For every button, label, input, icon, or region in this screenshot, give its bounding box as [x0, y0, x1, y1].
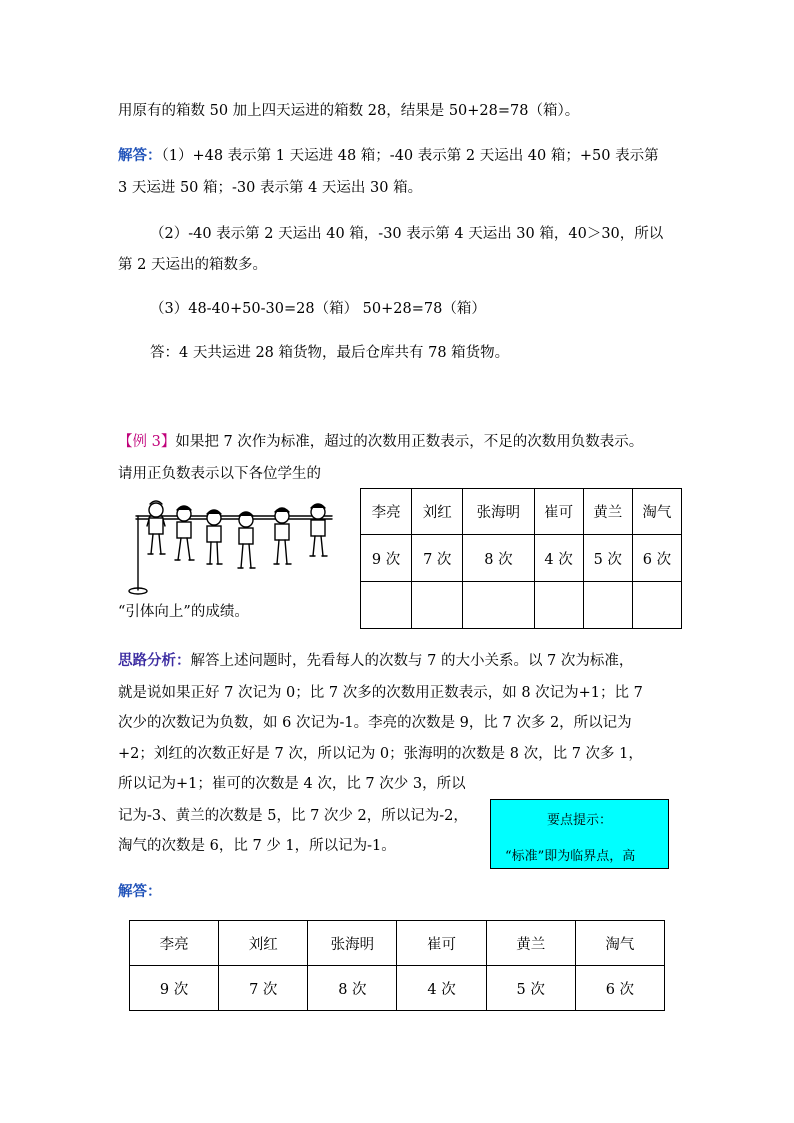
analysis-line-7: 淘气的次数是 6，比 7 少 1，所以记为-1。 — [118, 838, 396, 854]
table-cell: 6 次 — [632, 535, 681, 582]
example3-line2: 请用正负数表示以下各位学生的 — [118, 466, 321, 482]
table-row — [361, 489, 682, 535]
answer-part1-line1: （1）+48 表示第 1 天运进 48 箱；-40 表示第 2 天运出 40 箱；+50 表示第 — [161, 148, 659, 164]
analysis-line-5: 所以记为+1；崔可的次数是 4 次，比 7 次少 3，所以 — [118, 776, 466, 792]
table-cell: 4 次 — [397, 966, 486, 1011]
answer-table — [129, 920, 665, 1011]
table-row — [361, 582, 682, 629]
table-cell: 崔可 — [397, 921, 486, 966]
table-cell: 7 次 — [219, 966, 308, 1011]
answer-label: 解答： — [118, 147, 162, 164]
table-cell: 黄兰 — [486, 921, 575, 966]
example3-question: 如果把 7 次作为标准，超过的次数用正数表示，不足的次数用负数表示。 — [175, 434, 644, 450]
table-row — [130, 966, 665, 1011]
table-cell: 李亮 — [361, 489, 412, 535]
analysis-line-1 — [118, 651, 633, 671]
table-cell: 张海明 — [308, 921, 397, 966]
table-cell: 淘气 — [632, 489, 681, 535]
table-cell-blank — [632, 582, 681, 629]
table-cell: 8 次 — [463, 535, 534, 582]
table-cell: 9 次 — [130, 966, 219, 1011]
tip-body: “标准”即为临界点，高 — [505, 849, 636, 864]
table-cell: 崔可 — [534, 489, 583, 535]
example3-line1 — [118, 432, 643, 452]
answer2-label: 解答： — [118, 883, 162, 900]
table-row — [130, 921, 665, 966]
table-cell: 刘红 — [412, 489, 463, 535]
table-cell: 李亮 — [130, 921, 219, 966]
pull-up-illustration — [122, 494, 352, 598]
analysis-line-2: 就是说如果正好 7 次记为 0；比 7 次多的次数用正数表示，如 8 次记为+1；比 7 — [118, 685, 643, 701]
table-cell-blank — [463, 582, 534, 629]
analysis-line-3: 次少的次数记为负数，如 6 次记为-1。李亮的次数是 9，比 7 次多 2，所以记为 — [118, 715, 632, 731]
answer-part3: （3）48-40+50-30=28（箱） 50+28=78（箱） — [150, 301, 486, 317]
table-cell-blank — [534, 582, 583, 629]
table-cell: 6 次 — [575, 966, 664, 1011]
analysis-text-1: 解答上述问题时，先看每人的次数与 7 的大小关系。以 7 次为标准， — [190, 653, 634, 669]
illustration-caption: “引体向上”的成绩。 — [118, 604, 249, 620]
table-cell: 5 次 — [486, 966, 575, 1011]
key-point-tip-box — [490, 799, 669, 869]
answer-conclusion: 答：4 天共运进 28 箱货物，最后仓库共有 78 箱货物。 — [150, 345, 510, 361]
example3-label: 【例 3】 — [118, 434, 176, 450]
table-cell: 8 次 — [308, 966, 397, 1011]
table-cell: 4 次 — [534, 535, 583, 582]
tip-title: 要点提示： — [546, 813, 612, 828]
table-cell: 5 次 — [583, 535, 632, 582]
table-cell: 张海明 — [463, 489, 534, 535]
table-row — [361, 535, 682, 582]
answer-line-1a — [118, 146, 659, 166]
analysis-line-4: +2；刘红的次数正好是 7 次，所以记为 0；张海明的次数是 8 次，比 7 次多 1， — [118, 746, 643, 762]
scores-table — [360, 488, 682, 629]
table-cell-blank — [361, 582, 412, 629]
table-cell: 刘红 — [219, 921, 308, 966]
answer-part1-line2: 3 天运进 50 箱；-30 表示第 4 天运出 30 箱。 — [118, 180, 423, 196]
analysis-line-6: 记为-3、黄兰的次数是 5，比 7 次少 2，所以记为-2， — [118, 808, 468, 824]
answer-part2-line2: 第 2 天运出的箱数多。 — [118, 257, 267, 273]
table-cell: 黄兰 — [583, 489, 632, 535]
analysis-label: 思路分析： — [118, 652, 191, 669]
table-cell: 7 次 — [412, 535, 463, 582]
table-cell-blank — [583, 582, 632, 629]
answer-part2-line1: （2）-40 表示第 2 天运出 40 箱，-30 表示第 4 天运出 30 箱，40＞30，所以 — [150, 226, 664, 242]
table-cell: 淘气 — [575, 921, 664, 966]
table-cell: 9 次 — [361, 535, 412, 582]
paragraph-prev-solution: 用原有的箱数 50 加上四天运进的箱数 28，结果是 50+28=78（箱）。 — [118, 103, 580, 119]
table-cell-blank — [412, 582, 463, 629]
